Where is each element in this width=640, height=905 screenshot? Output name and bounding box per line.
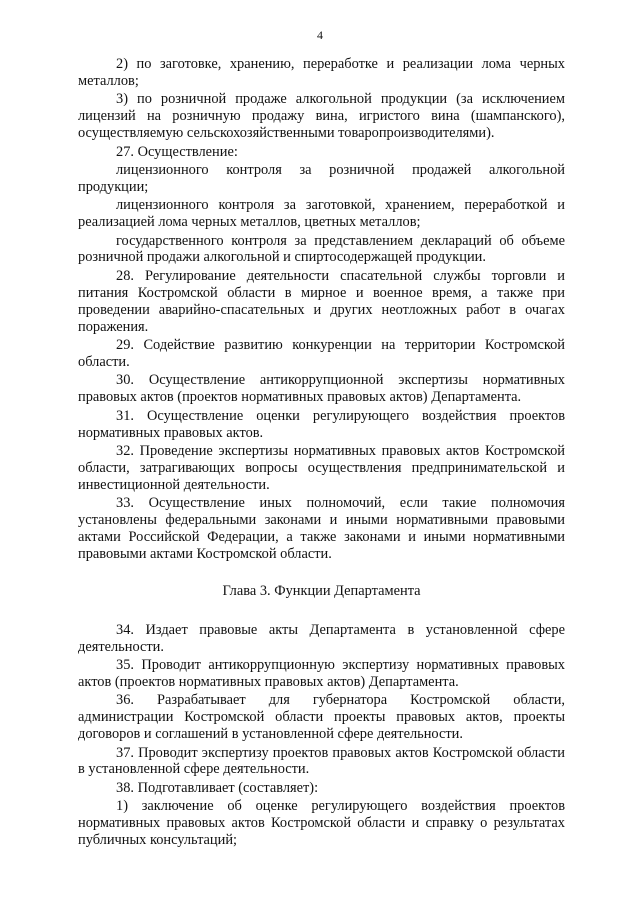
paragraph: лицензионного контроля за заготовкой, хранением, переработкой и реализацией лома черных металлов, цветных металлов; [78, 197, 565, 231]
chapter-heading: Глава 3. Функции Департамента [222, 582, 421, 599]
paragraph: 29. Содействие развитию конкуренции на территории Костромской области. [78, 337, 565, 370]
paragraph: 35. Проводит антикоррупционную экспертизу нормативных правовых актов (проектов нормативных правовых актов) Департамента. [78, 657, 565, 690]
paragraph: 31. Осуществление оценки регулирующего воздействия проектов нормативных правовых актов. [78, 407, 565, 441]
paragraph: 28. Регулирование деятельности спасательной службы торговли и питания Костромской области в мирное и военное время, а также при проведении аварийно-спасательных и других неотложных работ в очагах поражения. [78, 267, 565, 335]
paragraph: 2) по заготовке, хранению, переработке и реализации лома черных металлов; [78, 56, 565, 89]
paragraph: 36. Разрабатывает для губернатора Костромской области, администрации Костромской области проекты правовых актов, проекты договоров и соглашений в установленной сфере деятельности. [78, 692, 565, 743]
paragraph: государственного контроля за представлением деклараций об объеме розничной продажи алкогольной и спиртосодержащей продукции. [78, 232, 565, 266]
paragraph: 34. Издает правовые акты Департамента в установленной сфере деятельности. [78, 621, 565, 655]
paragraph: 1) заключение об оценке регулирующего воздействия проектов нормативных правовых актов Костромской области и справку о результатах публичных консультаций; [78, 798, 565, 849]
paragraph: 33. Осуществление иных полномочий, если такие полномочия установлены федеральными законами и иными нормативными правовыми актами Российской Федерации, а также законами и иными нормативными правовыми актами Костромской области. [78, 495, 565, 562]
paragraph: 37. Проводит экспертизу проектов правовых актов Костромской области в установленной сфере деятельности. [78, 744, 565, 778]
page-number: 4 [317, 28, 323, 42]
paragraph: 30. Осуществление антикоррупционной экспертизы нормативных правовых актов (проектов нормативных правовых актов) Департамента. [78, 372, 565, 406]
paragraph: 32. Проведение экспертизы нормативных правовых актов Костромской области, затрагивающих вопросы осуществления предпринимательской и инвестиционной деятельности. [78, 442, 565, 493]
paragraph: 3) по розничной продаже алкогольной продукции (за исключением лицензий на розничную продажу вина, игристого вина (шампанского), осуществляемую сельскохозяйственными товаропроизводителями). [78, 91, 565, 142]
paragraph: лицензионного контроля за розничной продажей алкогольной продукции; [78, 161, 565, 195]
document-body [78, 56, 565, 850]
paragraph: 27. Осуществление: [116, 143, 238, 160]
paragraph: 38. Подготавливает (составляет): [116, 779, 319, 796]
